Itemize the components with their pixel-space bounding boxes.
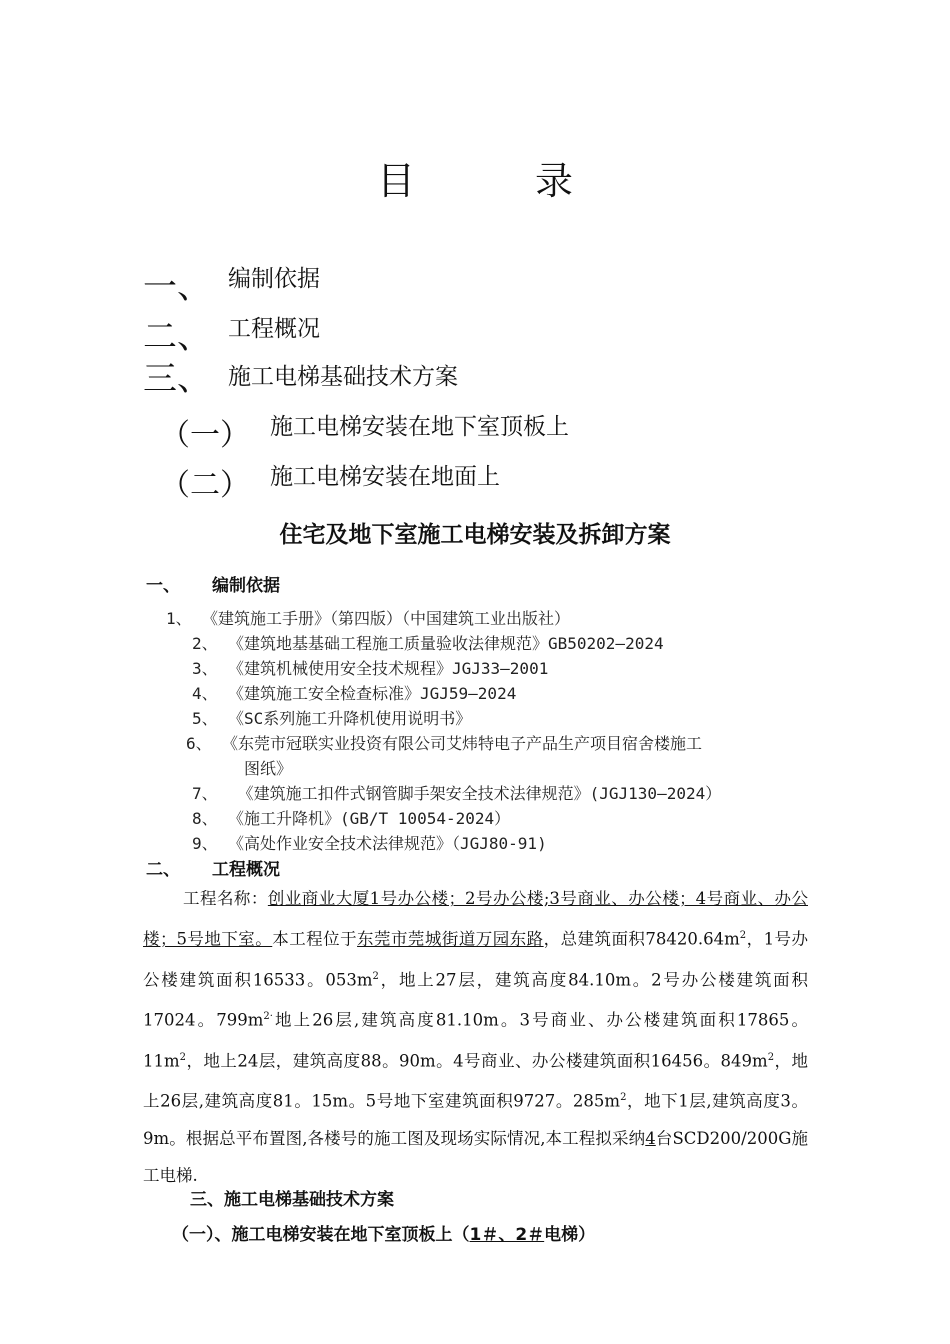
section-1-num: 一、 [146,576,180,596]
ref-item-continued: 图纸》 [244,759,293,778]
section-3-title: 三、施工电梯基础技术方案 [190,1190,394,1210]
toc-subitem-1-text[interactable]: 施工电梯安装在地下室顶板上 [270,414,569,440]
overview-paragraph: 工程名称：创业商业大厦1号办公楼；2号办公楼;3号商业、办公楼；4号商业、办公楼；5号地下室。本工程位于东莞市莞城街道万园东路，总建筑面积$78420.64m^2$，1号办公楼建筑面积16533。$053m^2$，地上27层，建筑高度84.10m。2号办公楼建筑面积17024。$799m^{2\cdot}$地上26层,建筑高度81.10m。3号商业、办公楼建筑面积17865。$11m^2$，地上24层，建筑高度88。90m。4号商业、办公楼建筑面积16456。$849m^2$，地上26层,建筑高度81。15m。5号地下室建筑面积9727。$285m^2$，地下1层,建筑高度3。9m。根据总平布置图,各楼号的施工图及现场实际情况,本工程拟采纳4台SCD200/200G施工电梯. [143,889,809,1185]
subsection-1-title: （一）、施工电梯安装在地下室顶板上（1＃、2＃电梯） [172,1225,596,1245]
ref-item: 7、 《建筑施工扣件式钢管脚手架安全技术法律规范》(JGJ130—2024） [192,784,722,803]
toc-title-a: 目 [376,159,415,203]
toc-item-3-num: 三、 [143,359,211,399]
toc-item-1-text[interactable]: 编制依据 [228,266,320,292]
ref-item: 3、 《建筑机械使用安全技术规程》JGJ33—2001 [192,659,549,678]
project-name: 创业商业大厦1号办公楼；2号办公楼;3号商业、办公楼；4号商业、办公楼；5号地下室。 [143,889,808,949]
toc-item-3-text[interactable]: 施工电梯基础技术方案 [228,364,458,390]
ref-item: 5、 《SC系列施工升降机使用说明书》 [192,709,472,728]
toc-title-b: 录 [535,159,574,203]
toc-subitem-2-num: （二） [160,468,250,503]
ref-item: 1、 《建筑施工手册》（第四版）（中国建筑工业出版社） [166,609,571,628]
section-1-title: 编制依据 [212,576,280,596]
section-2-num: 二、 [146,860,180,880]
ref-item: 2、 《建筑地基基础工程施工质量验收法律规范》GB50202—2024 [192,634,664,653]
ref-item: 4、 《建筑施工安全检查标准》JGJ59—2024 [192,684,517,703]
project-location: 东莞市莞城街道万园东路 [357,929,544,949]
section-2-title: 工程概况 [212,860,280,880]
ref-item: 6、 《东莞市冠联实业投资有限公司艾炜特电子产品生产项目宿舍楼施工 [186,734,703,753]
ref-item: 8、 《施工升降机》(GB/T 10054-2024） [192,809,511,828]
elevator-count: 4 [645,1128,656,1148]
toc-subitem-2-text[interactable]: 施工电梯安装在地面上 [270,464,500,490]
ref-item: 9、 《高处作业安全技术法律规范》（JGJ80-91) [192,834,547,853]
toc-item-1-num: 一、 [143,267,211,307]
toc-item-2-num: 二、 [143,317,211,357]
toc-subitem-1-num: （一） [160,418,250,453]
document-title: 住宅及地下室施工电梯安装及拆卸方案 [279,522,671,548]
toc-item-2-text[interactable]: 工程概况 [228,316,320,342]
toc-title [0,150,950,205]
